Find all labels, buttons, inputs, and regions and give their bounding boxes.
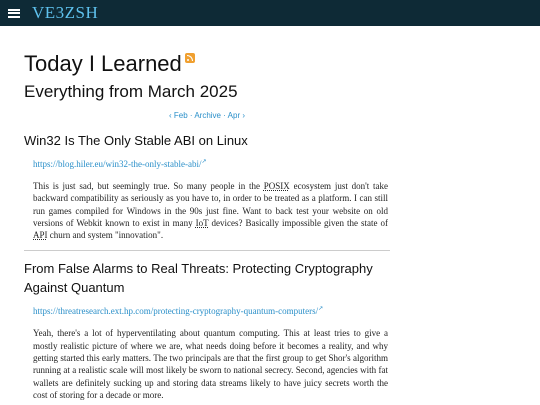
pager-separator: · (221, 111, 228, 120)
top-nav-bar (0, 0, 540, 26)
entry-divider (24, 250, 390, 251)
body-text: ecosystem just don't take backward compatibility as seriously as you have to, in order to be treated as a platform. I can still run games compiled for Windows in the 90s just fine. Want to back test your website on old versions of Webkit known to exist in many (33, 181, 388, 228)
pager-separator: · (187, 111, 195, 120)
prev-month-link[interactable]: ‹ Feb (168, 111, 188, 120)
entry-source-link[interactable]: https://threatresearch.ext.hp.com/protecting-cryptography-quantum-computers/ (33, 306, 319, 317)
archive-link[interactable]: Archive (194, 111, 221, 120)
menu-icon[interactable] (8, 9, 20, 18)
entry-source-link[interactable]: https://blog.hiler.eu/win32-the-only-stable-abi/ (33, 159, 202, 169)
next-month-link[interactable]: Apr › (227, 111, 246, 120)
body-text: This is just sad, but seemingly true. So many people in the (33, 181, 264, 191)
entry-link-row (33, 305, 390, 317)
abbreviation: API (33, 230, 48, 241)
entry (24, 259, 390, 401)
body-text: churn and system "innovation". (47, 230, 164, 241)
rss-feed-icon[interactable] (185, 53, 195, 63)
external-link-icon: ↗ (201, 159, 207, 165)
external-link-icon: ↗ (318, 306, 324, 313)
month-pager (24, 111, 390, 123)
page-title: Today I Learned (24, 51, 182, 76)
entry-title: From False Alarms to Real Threats: Protecting Cryptography Against Quantum (24, 261, 373, 296)
abbreviation: POSIX (263, 181, 290, 191)
page-subtitle: Everything from March 2025 (24, 82, 238, 101)
page-title-heading (24, 26, 390, 77)
entry-body (33, 180, 388, 241)
entry-body (33, 327, 388, 401)
entry-title: Win32 Is The Only Stable ABI on Linux (24, 133, 248, 148)
abbreviation: IoT (195, 217, 209, 228)
main-content (24, 26, 390, 401)
site-brand-link[interactable]: VE3ZSH (32, 3, 99, 22)
entry (24, 131, 390, 241)
body-text: devices? Basically impossible given the state of (208, 217, 388, 228)
entry-link-row (33, 158, 390, 170)
body-text: Yeah, there's a lot of hyperventilating about quantum computing. This at least tries to give a mostly realistic picture of where we are, what needs doing before it becomes a reality, and why getting started this early matters. The two principals are that the first group to get Shor's algorithm running at a realistic scale will most likely be sworn to national secrecy. Second, agencies with fat wallets are definitely sucking up and storing data streams likely to have juicy secrets worth the cost of storing for a decade or more. (33, 328, 388, 400)
